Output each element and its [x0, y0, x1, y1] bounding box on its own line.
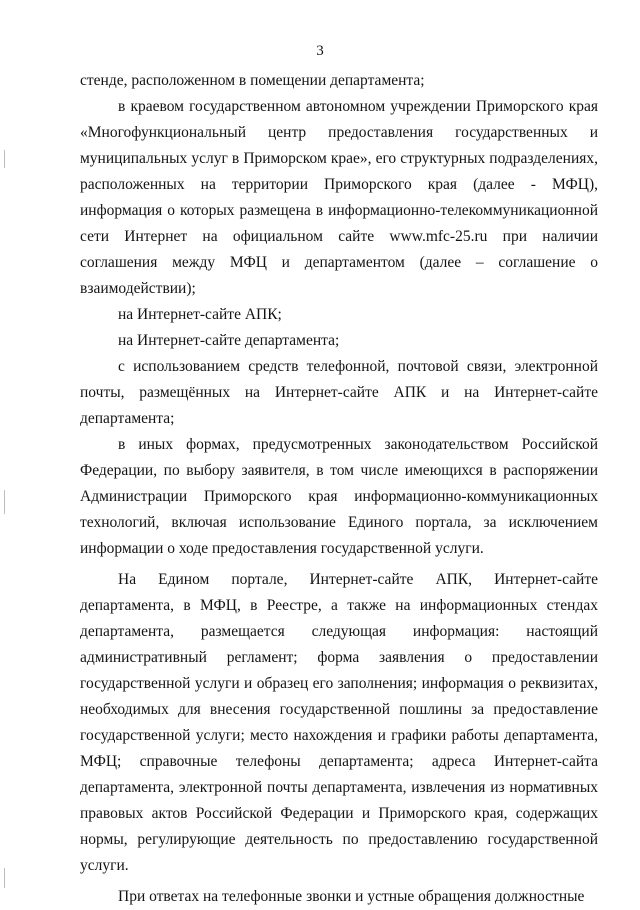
page-number: 3: [316, 43, 324, 59]
paragraph-apk-site: на Интернет-сайте АПК;: [118, 306, 282, 323]
paragraph-phone-answers: При ответах на телефонные звонки и устные обращения должностные: [118, 888, 585, 905]
paragraph-continuation: стенде, расположенном в помещении департамента;: [80, 72, 425, 89]
paragraph-mfc: в краевом государственном автономном учреждении Приморского края «Многофункциональный центр предоставления государственных и муниципальных услуг в Приморском крае», его структурных подразделениях, расположенных на территории Приморского края (далее - МФЦ), информация о которых размещена в информационно-телекоммуникационной сети Интернет на официальном сайте www.mfc-25.ru при наличии соглашения между МФЦ и департаментом (далее – соглашение о взаимодействии);: [80, 98, 598, 297]
scan-edge-mark: [4, 150, 5, 168]
paragraph-other-forms: в иных формах, предусмотренных законодательством Российской Федерации, по выбору заявителя, в том числе имеющихся в распоряжении Администрации Приморского края информационно-коммуникационных технологий, включая использование Единого портала, за исключением информации о ходе предоставления государственной услуги.: [80, 436, 598, 557]
scan-edge-mark: [4, 868, 5, 888]
paragraph-department-site: на Интернет-сайте департамента;: [118, 332, 340, 349]
scan-edge-mark: [4, 490, 5, 514]
paragraph-published-information: На Едином портале, Интернет-сайте АПК, Интернет-сайте департамента, в МФЦ, в Реестре, а также на информационных стендах департамента, размещается следующая информация: настоящий административный регламент; форма заявления о предоставлении государственной услуги и образец его заполнения; информация о реквизитах, необходимых для внесения государственной пошлины за предоставление государственной услуги; место нахождения и графики работы департамента, МФЦ; справочные телефоны департамента; адреса Интернет-сайта департамента, электронной почты департамента, извлечения из нормативных правовых актов Российской Федерации и Приморского края, содержащих нормы, регулирующие деятельность по предоставлению государственной услуги.: [80, 571, 598, 874]
paragraph-communications: с использованием средств телефонной, почтовой связи, электронной почты, размещённых на Интернет-сайте АПК и на Интернет-сайте департамента;: [80, 358, 598, 427]
document-body: [80, 68, 598, 910]
